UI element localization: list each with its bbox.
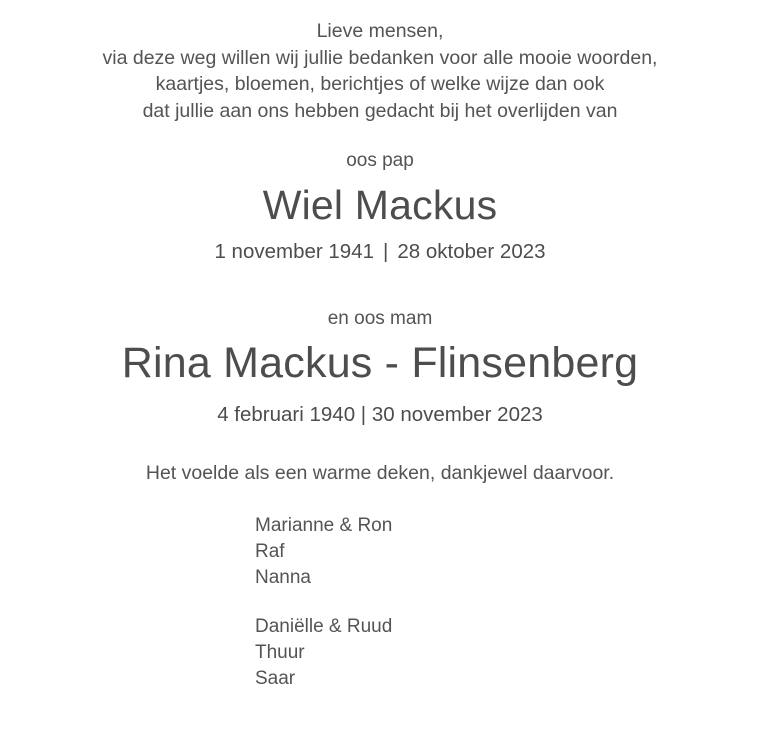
- mother-relation-label: en oos mam: [327, 308, 433, 329]
- signer-name: Raf: [255, 541, 285, 562]
- intro-line-1: Lieve mensen,: [316, 20, 444, 42]
- father-dates: [214, 240, 545, 264]
- father-name: Wiel Mackus: [262, 182, 498, 228]
- mother-dates: 4 februari 1940 | 30 november 2023: [217, 403, 543, 426]
- father-death-date: 28 oktober 2023: [397, 240, 546, 263]
- mother-name: Rina Mackus - Flinsenberg: [121, 339, 639, 387]
- signer-name: Thuur: [255, 642, 305, 663]
- intro-text: [103, 18, 658, 124]
- signer-name: Saar: [255, 668, 296, 689]
- closing-message: Het voelde als een warme deken, dankjewel daarvoor.: [145, 462, 615, 484]
- signer-group: [255, 513, 505, 591]
- intro-line-2: via deze weg willen wij jullie bedanken voor alle mooie woorden,: [102, 46, 658, 69]
- father-birth-date: 1 november 1941: [214, 240, 375, 263]
- signer-name: Daniëlle & Ruud: [255, 616, 393, 637]
- signer-name: Nanna: [255, 567, 311, 588]
- signers-list: [30, 513, 730, 692]
- father-date-separator: |: [383, 240, 389, 263]
- intro-line-3: kaartjes, bloemen, berichtjes of welke wijze dan ook: [155, 73, 605, 95]
- father-relation-label: oos pap: [346, 150, 414, 171]
- signer-name: Marianne & Ron: [255, 515, 393, 536]
- signer-group: [255, 614, 505, 692]
- intro-line-4: dat jullie aan ons hebben gedacht bij het overlijden van: [142, 99, 618, 122]
